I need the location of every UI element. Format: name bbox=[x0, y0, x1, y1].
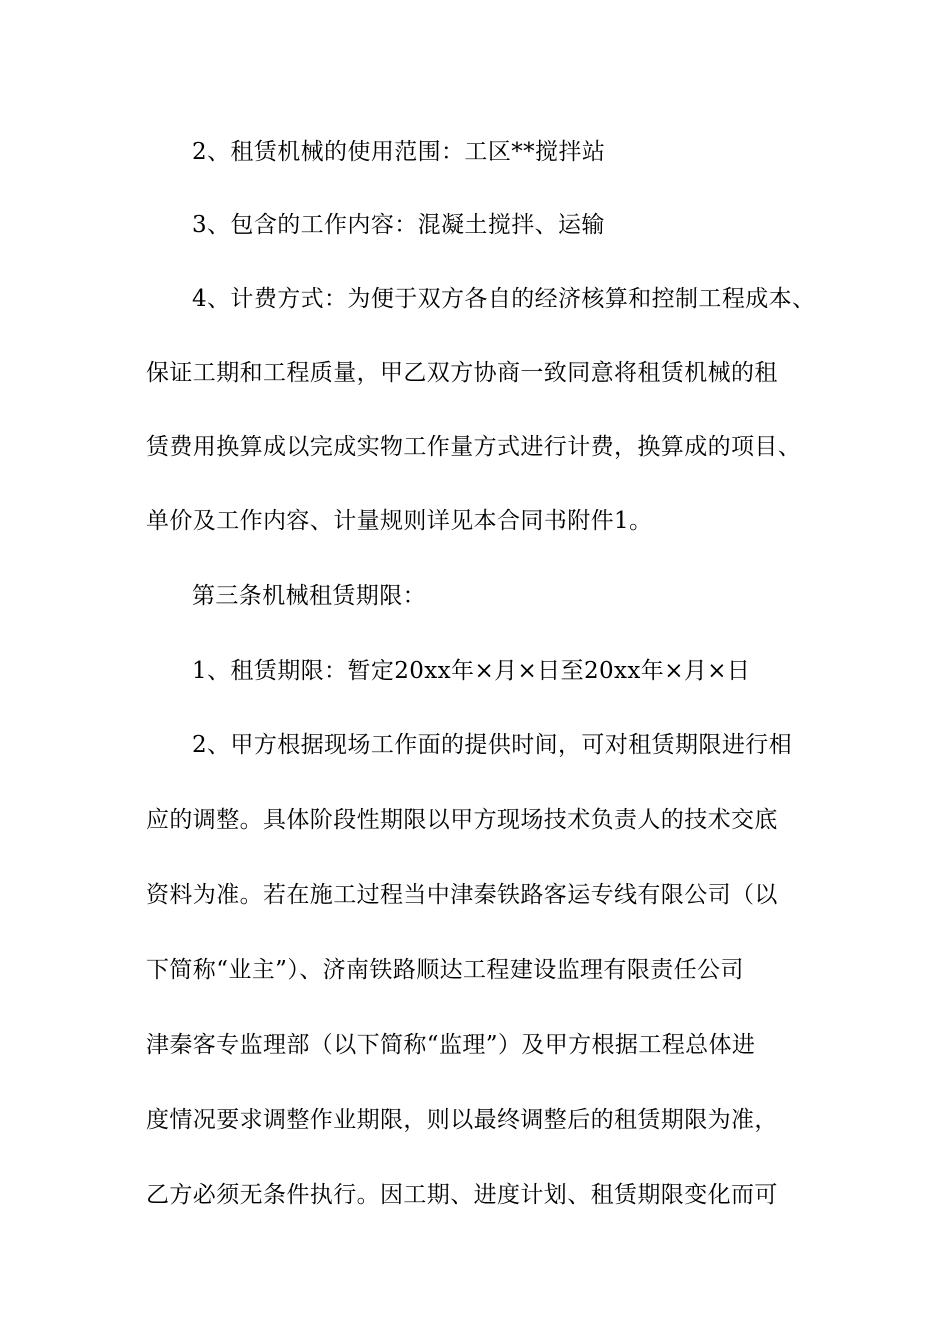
text-line: 资料为准。若在施工过程当中津秦铁路客运专线有限公司（以 bbox=[146, 882, 778, 908]
text-line: 保证工期和工程质量，甲乙双方协商一致同意将租赁机械的租 bbox=[146, 360, 778, 386]
text-line: 2、甲方根据现场工作面的提供时间，可对租赁期限进行相 bbox=[192, 732, 793, 758]
text-line: 单价及工作内容、计量规则详见本合同书附件1。 bbox=[146, 508, 653, 534]
text-line: 乙方必须无条件执行。因工期、进度计划、租赁期限变化而可 bbox=[146, 1182, 778, 1208]
text-line: 度情况要求调整作业期限，则以最终调整后的租赁期限为准， bbox=[146, 1107, 778, 1133]
text-line: 下简称“业主”）、济南铁路顺达工程建设监理有限责任公司 bbox=[146, 957, 744, 983]
text-line: 赁费用换算成以完成实物工作量方式进行计费，换算成的项目、 bbox=[146, 434, 802, 460]
text-line: 第三条机械租赁期限： bbox=[192, 583, 426, 609]
text-line: 3、包含的工作内容：混凝土搅拌、运输 bbox=[192, 212, 605, 238]
text-line: 4、计费方式：为便于双方各自的经济核算和控制工程成本、 bbox=[192, 286, 816, 312]
text-line: 津秦客专监理部（以下简称“监理”）及甲方根据工程总体进 bbox=[146, 1032, 756, 1058]
text-line: 1、租赁期限：暂定20xx年×月×日至20xx年×月×日 bbox=[192, 658, 751, 684]
text-line: 2、租赁机械的使用范围：工区**搅拌站 bbox=[192, 139, 606, 165]
text-line: 应的调整。具体阶段性期限以甲方现场技术负责人的技术交底 bbox=[146, 807, 778, 833]
